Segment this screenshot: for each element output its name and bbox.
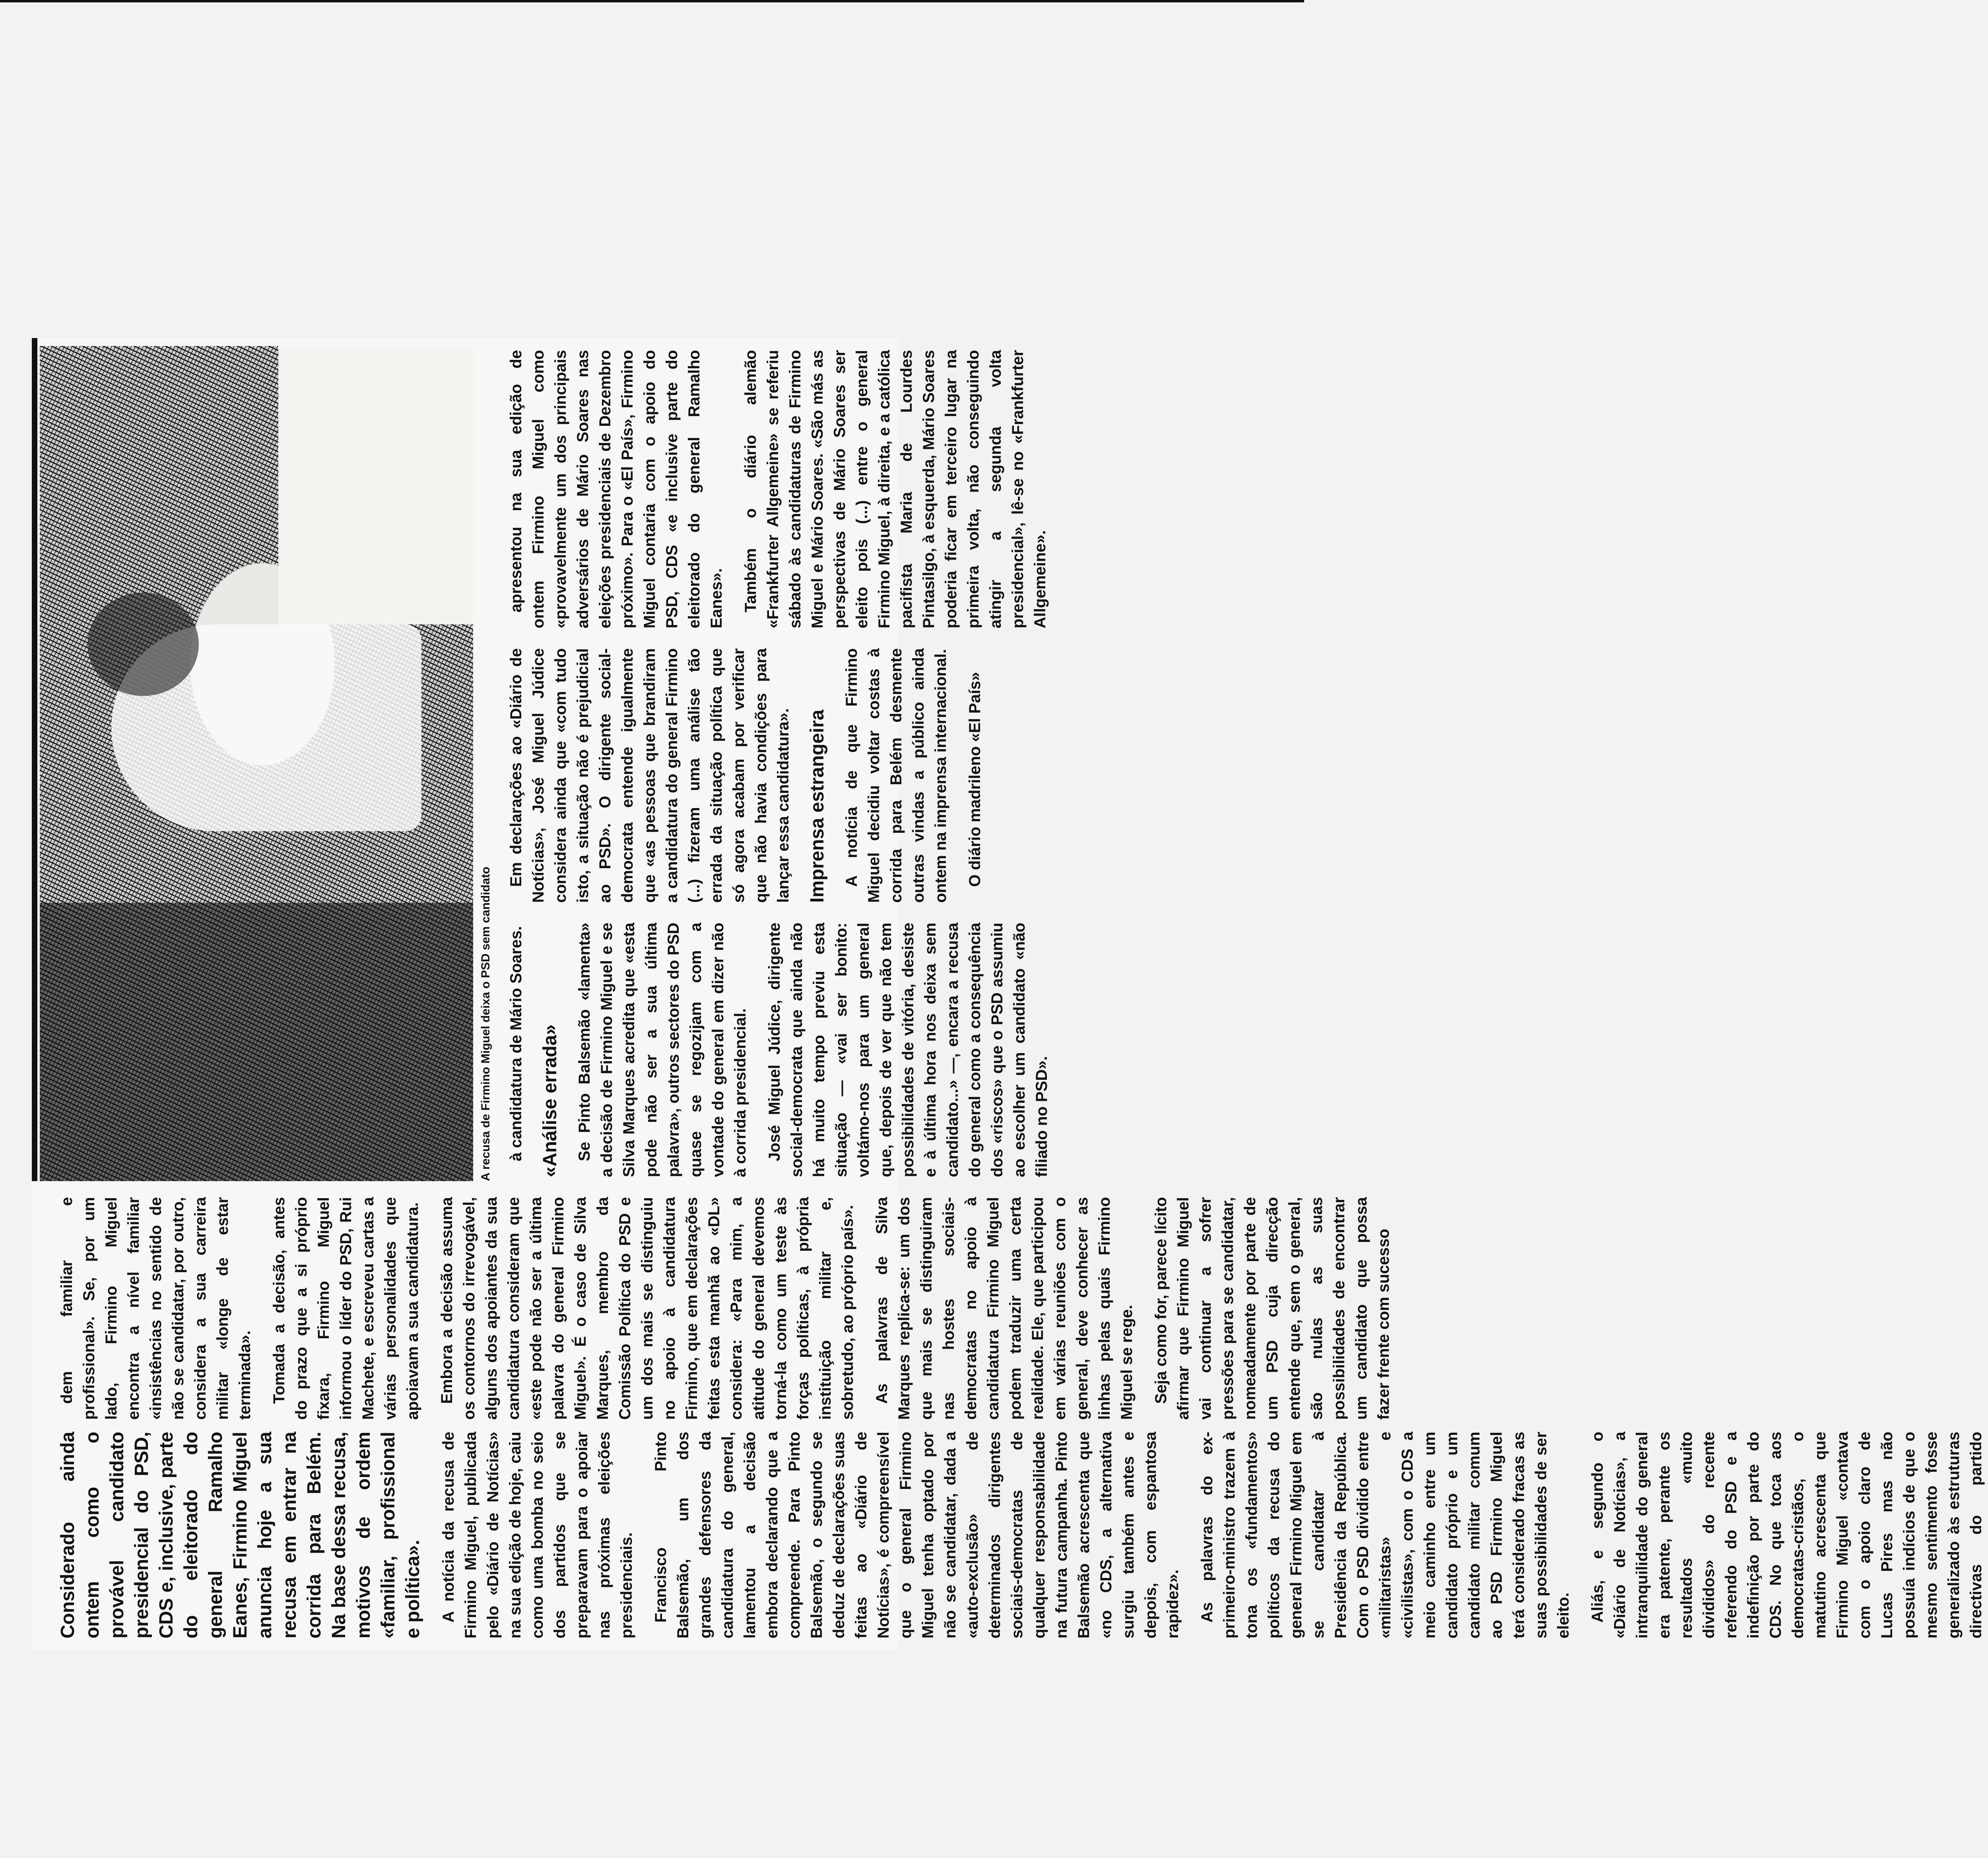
clipping-border [32, 338, 37, 1181]
newspaper-clipping [32, 338, 1985, 1650]
column-4 [505, 648, 998, 903]
paragraph: As palavras de Silva Marques replica-se: um dos que mais se distinguiram nas hostes sociais-democratas no apoio à candidatura Firmino Miguel podem traduzir uma certa realidade. Ele, que participou em várias reuniões com o general, deve conhecer as linhas pelas quais Firmino Miguel se rege. [873, 1197, 1136, 1420]
paragraph: Aliás, e segundo o «Diário de Notícias», a intranquilidade do general era patente, perante os resultados «muito divididos» do recente referendo do PSD e a indefinição por parte do CDS. No que toca aos democratas-cristãos, o matutino acrescenta que Firmino Miguel «contava com o apoio claro de Lucas Pires mas não possuía indícios de que o mesmo sentimento fosse generalizado às estruturas directivas do partido [1589, 1432, 1985, 1638]
subheading-imprensa-estrangeira: Imprensa estrangeira [807, 709, 828, 903]
photo-shadow [40, 903, 473, 1181]
top-rule [0, 0, 1304, 2]
column-1 [56, 1432, 1988, 1638]
column-5 [505, 350, 1063, 628]
photo-head [87, 593, 199, 696]
photo-highlight [278, 346, 473, 624]
photo-caption: A recusa de Firmino Miguel deixa o PSD sem candidato [479, 867, 492, 1181]
paragraph: Francisco Pinto Balsemão, um dos grandes defensores da candidatura do general, lamentou a decisão embora declarando que a compreende. Para Pinto Balsemão, o segundo se deduz de declarações suas feitas ao «Diário de Notícias», é compreensível que o general Firmino Miguel tenha optado por não se candidatar, dada a «auto-exclusão» de determinados dirigentes sociais-democratas de qualquer responsabilidade na futura campanha. Pinto Balsemão acrescenta que «no CDS, a alternativa surgiu também antes e depois, com espantosa rapidez». [652, 1432, 1182, 1638]
paragraph: Se Pinto Balsemão «lamenta» a decisão de Firmino Miguel e se Silva Marques acredita que «esta pode não ser a sua última palavra», outros sectores do PSD quase se regozijam com a vontade do general em dizer não à corrida presidencial. [576, 923, 749, 1177]
paragraph: apresentou na sua edição de ontem Firmino Miguel como «provavelmente um dos principais adversários de Mário Soares nas eleições presidenciais de Dezembro próximo». Para o «El País», Firmino Miguel contaria com o apoio do PSD, CDS «e inclusive parte do eleitorado do general Ramalho Eanes». [507, 350, 725, 628]
subheading-analise-errada: «Análise errada» [540, 1024, 561, 1177]
paragraph: à candidatura de Mário Soares. [507, 926, 525, 1161]
paragraph: Tomada a decisão, antes do prazo que a si próprio fixara, Firmino Miguel informou o líder do PSD, Rui Machete, e escreveu cartas a várias personalidades que apoiavam a sua candidatura. [270, 1197, 421, 1420]
paragraph: As palavras do ex-primeiro-ministro trazem à tona os «fundamentos» políticos da recusa do general Firmino Miguel em se candidatar à Presidência da República. Com o PSD dividido entre «militaristas» e «civilistas», com o CDS a meio caminho entre um candidato próprio e um candidato militar comum ao PSD Firmino Miguel terá considerado fracas as suas possibilidades de ser eleito. [1198, 1432, 1572, 1638]
lead-paragraph: Considerado ainda ontem como o provável candidato presidencial do PSD, CDS e, inclusive, parte do eleitorado do general Ramalho Eanes, Firmino Miguel anuncia hoje a sua recusa em entrar na corrida para Belém. Na base dessa recusa, motivos de ordem «familiar, profissional e política». [57, 1432, 423, 1638]
paragraph: Embora a decisão assuma os contornos do irrevogável, alguns dos apoiantes da sua candidatura consideram que «este pode não ser a última palavra do general Firmino Miguel». É o caso de Silva Marques, membro da Comissão Política do PSD e um dos mais se distinguiu no apoio à candidatura Firmino, que em declarações feitas esta manhã ao «DL» considera: «Para mim, a atitude do general devemos torná-la como um teste às forças políticas, à própria instituição militar e, sobretudo, ao próprio país». [438, 1197, 856, 1420]
column-2 [56, 1197, 1407, 1420]
paragraph: Também o diário alemão «Frankfurter Allgemeine» se referiu sábado às candidaturas de Firmino Miguel e Mário Soares. «São más as perspectivas de Mário Soares ser eleito pois (...) entre o general Firmino Miguel, à direita, e a católica pacifista Maria de Lourdes Pintasilgo, à esquerda, Mário Soares poderia ficar em terceiro lugar na primeira volta, não conseguindo atingir a segunda volta presidencial», lê-se no «Frankfurter Allgemeine». [742, 350, 1049, 628]
paragraph: José Miguel Júdice, dirigente social-democrata que ainda não há muito tempo previu esta situação — «vai ser bonito: voltámo-nos para um general que, depois de ver que não tem possibilidades de vitória, desiste e à última hora nos deixa sem candidato...» —, encara a recusa do general como a consequência dos «riscos» que o PSD assumiu ao escolher um candidato «não filiado no PSD». [766, 923, 1050, 1177]
paragraph: dem familiar e profissional». Se, por um lado, Firmino Miguel encontra a nível familiar «insistências no sentido de não se candidatar, por outro, considera a sua carreira militar «longe de estar terminada». [58, 1197, 254, 1420]
paragraph: Em declarações ao «Diário de Notícias», José Miguel Júdice considera ainda que «com tudo isto, a situação não é prejudicial ao PSD». O dirigente social-democrata entende igualmente que «as pessoas que brandiram a candidatura do general Firmino (...) fizeram uma análise tão errada da situação política que só agora acabam por verificar que não havia condições para lançar essa candidatura». [507, 648, 792, 903]
paragraph: Seja como for, parece lícito afirmar que Firmino Miguel vai continuar a sofrer pressões para se candidatar, nomeadamente por parte de um PSD cuja direcção entende que, sem o general, são nulas as suas possibilidades de encontrar um candidato que possa fazer frente com sucesso [1152, 1197, 1392, 1420]
paragraph: A notícia de que Firmino Miguel decidiu voltar costas à corrida para Belém desmente outras vindas a público ainda ontem na imprensa internacional. [843, 648, 949, 903]
column-3 [505, 923, 1065, 1177]
news-photo [40, 346, 473, 1181]
paragraph: A notícia da recusa de Firmino Miguel, publicada pelo «Diário de Notícias» na sua edição de hoje, caiu como uma bomba no seio dos partidos que se preparavam para o apoiar nas próximas eleições presidenciais. [440, 1432, 635, 1638]
paragraph: O diário madrileno «El País» [966, 672, 984, 887]
